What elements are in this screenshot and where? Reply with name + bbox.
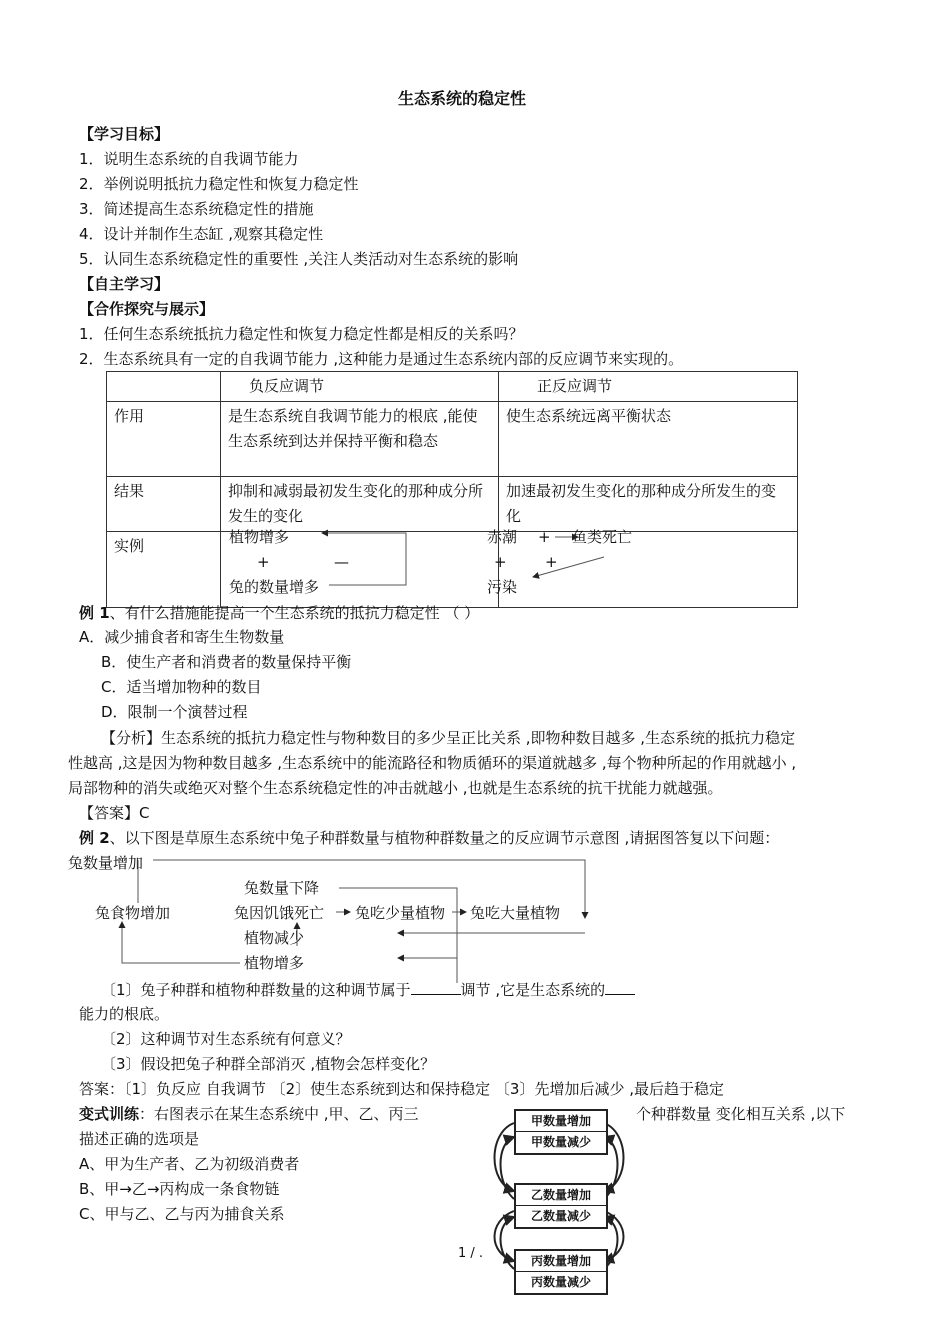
cell-negative-effect: 是生态系统自我调节能力的根底 ,能使生态系统到达并保持平衡和稳态 <box>221 402 499 477</box>
variant-option: B、甲→乙→丙构成一条食物链 <box>79 1180 280 1198</box>
goal-item: 4．设计并制作生态缸 ,观察其稳定性 <box>79 225 324 243</box>
example-1-analysis: 性越高 ,这是因为物种数目越多 ,生态系统中的能流路径和物质循环的渠道就越多 ,每个物种所起的作用就越小 , <box>68 754 797 772</box>
goal-item: 3．简述提高生态系统稳定性的措施 <box>79 200 314 218</box>
table-header-positive: 正反应调节 <box>499 372 798 402</box>
example-2-q3: 〔3〕假设把兔子种群全部消灭 ,植物会怎样变化？ <box>101 1055 436 1073</box>
box-yi-decrease: 乙数量减少 <box>530 1209 591 1223</box>
pos-example-fish-death: 鱼类死亡 <box>572 528 633 546</box>
diagram-plant-increase: 植物增多 <box>244 954 305 972</box>
variant-option: A、甲为生产者、乙为初级消费者 <box>79 1155 300 1173</box>
goal-item: 2．举例说明抵抗力稳定性和恢复力稳定性 <box>79 175 359 193</box>
example-1-option: B．使生产者和消费者的数量保持平衡 <box>101 653 352 671</box>
example-1-analysis: 【分析】生态系统的抵抗力稳定性与物种数目的多少呈正比关系 ,即物种数目越多 ,生态系统的抵抗力稳定 <box>101 729 796 747</box>
cell-positive-result: 加速最初发生变化的那种成分所发生的变化 <box>499 477 798 532</box>
box-bing-increase: 丙数量增加 <box>516 1251 606 1272</box>
example-1-option: D．限制一个演替过程 <box>101 703 248 721</box>
coop-question-2: 2．生态系统具有一定的自我调节能力 ,这种能力是通过生态系统内部的反应调节来实现的。 <box>79 350 684 368</box>
example-2-answer: 答案：〔1〕负反应 自我调节 〔2〕使生态系统到达和保持稳定 〔3〕先增加后减少 ,最后趋于稳定 <box>79 1080 724 1098</box>
self-study-heading: 【自主学习】 <box>79 275 170 293</box>
example-1-option: A．减少捕食者和寄生生物数量 <box>79 628 285 646</box>
pos-example-plus: + <box>538 528 551 546</box>
cell-negative-result: 抑制和减弱最初发生变化的那种成分所发生的变化 <box>221 477 499 532</box>
goal-item: 5．认同生态系统稳定性的重要性 ,关注人类活动对生态系统的影响 <box>79 250 519 268</box>
row-label-example: 实例 <box>107 532 221 608</box>
example-1-question: 例 1、有什么措施能提高一个生态系统的抵抗力稳定性 （ ） <box>79 604 480 622</box>
box-jia-decrease: 甲数量减少 <box>530 1135 591 1149</box>
cell-positive-effect: 使生态系统远离平衡状态 <box>499 402 798 477</box>
diagram-starvation: 兔因饥饿死亡 <box>234 904 325 922</box>
example-1-option: C．适当增加物种的数目 <box>101 678 262 696</box>
variant-option: C、甲与乙、乙与丙为捕食关系 <box>79 1205 285 1223</box>
diagram-eat-much: 兔吃大量植物 <box>470 904 561 922</box>
pos-example-pollution: 污染 <box>487 578 518 596</box>
example-1-answer: 【答案】C <box>79 804 150 822</box>
example-2-q1: 〔1〕兔子种群和植物种群数量的这种调节属于 调节 ,它是生态系统的 <box>101 979 635 1000</box>
page-number: 1 / . <box>458 1246 484 1261</box>
neg-example-plant: 植物增多 <box>229 528 290 546</box>
pos-example-plus: + <box>494 553 507 571</box>
variant-question-cont: 描述正确的选项是 <box>79 1130 200 1148</box>
pos-example-red-tide: 赤潮 <box>487 528 518 546</box>
neg-example-rabbit: 兔的数量增多 <box>229 578 320 596</box>
coop-question-1: 1．任何生态系统抵抗力稳定性和恢复力稳定性都是相反的关系吗？ <box>79 325 524 343</box>
table-header-negative: 负反应调节 <box>221 372 499 402</box>
neg-example-minus: — <box>334 553 349 571</box>
example-2-q1-cont: 能力的根底。 <box>79 1005 170 1023</box>
example-2-q2: 〔2〕这种调节对生态系统有何意义？ <box>101 1030 351 1048</box>
goals-heading: 【学习目标】 <box>79 125 170 143</box>
box-yi-increase: 乙数量增加 <box>516 1185 606 1206</box>
example-2-question: 例 2、以下图是草原生态系统中兔子种群数量与植物种群数量之的反应调节示意图 ,请据图答复以下问题： <box>79 829 780 847</box>
diagram-rabbit-increase: 兔数量增加 <box>68 854 144 872</box>
pos-example-plus: + <box>545 553 558 571</box>
coop-heading: 【合作探究与展示】 <box>79 300 215 318</box>
diagram-plant-decrease: 植物减少 <box>244 929 305 947</box>
box-bing-decrease: 丙数量减少 <box>530 1275 591 1289</box>
goal-item: 1．说明生态系统的自我调节能力 <box>79 150 299 168</box>
box-jia-increase: 甲数量增加 <box>516 1111 606 1132</box>
neg-example-plus: + <box>257 553 270 571</box>
page-title: 生态系统的稳定性 <box>398 89 527 108</box>
diagram-rabbit-decrease: 兔数量下降 <box>244 879 320 897</box>
row-label-result: 结果 <box>107 477 221 532</box>
diagram-food-increase: 兔食物增加 <box>95 904 171 922</box>
example-1-analysis: 局部物种的消失或绝灭对整个生态系统稳定性的冲击就越小 ,也就是生态系统的抗干扰能力就越强。 <box>68 779 723 797</box>
variant-question-cont: 个种群数量 变化相互关系 ,以下 <box>636 1105 846 1123</box>
row-label-effect: 作用 <box>107 402 221 477</box>
variant-question: 变式训练：右图表示在某生态系统中 ,甲、乙、丙三 <box>79 1105 419 1123</box>
diagram-eat-little: 兔吃少量植物 <box>355 904 446 922</box>
